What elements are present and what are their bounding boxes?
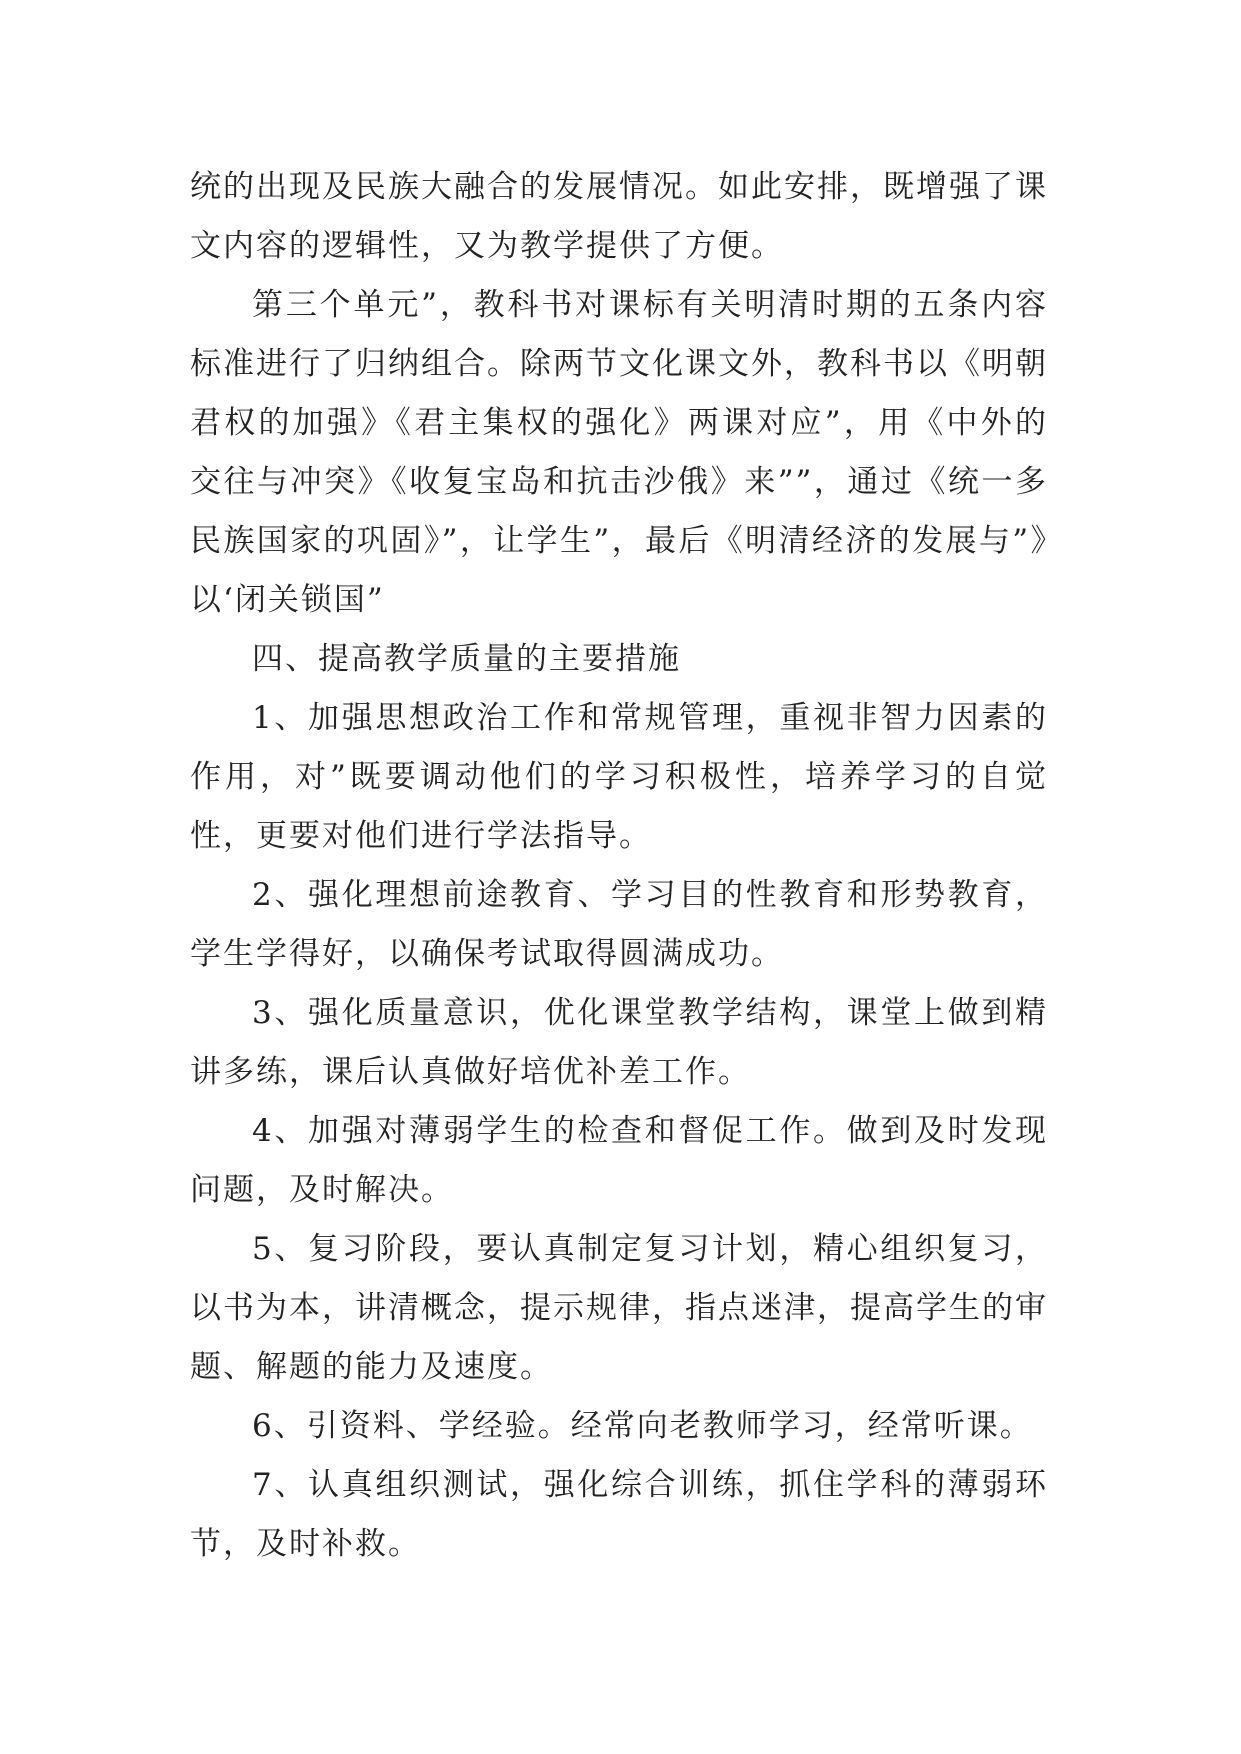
paragraph-intro-continuation: 统的出现及民族大融合的发展情况。如此安排，既增强了课文内容的逻辑性，又为教学提供了方便。 xyxy=(190,169,1048,264)
measure-item-2: 2、强化理想前途教育、学习目的性教育和形势教育，学生学得好，以确保考试取得圆满成功。 xyxy=(190,877,1048,972)
measure-item-1: 1、加强思想政治工作和常规管理，重视非智力因素的作用，对”既要调动他们的学习积极性，培养学习的自觉性，更要对他们进行学法指导。 xyxy=(190,700,1048,854)
measure-item-5: 5、复习阶段，要认真制定复习计划，精心组织复习，以书为本，讲清概念，提示规律，指点迷津，提高学生的审题、解题的能力及速度。 xyxy=(190,1231,1048,1385)
measure-item-4: 4、加强对薄弱学生的检查和督促工作。做到及时发现问题，及时解决。 xyxy=(190,1113,1048,1208)
measure-item-7: 7、认真组织测试，强化综合训练，抓住学科的薄弱环节，及时补救。 xyxy=(190,1467,1048,1562)
measure-item-6: 6、引资料、学经验。经常向老教师学习，经常听课。 xyxy=(252,1408,1033,1444)
section-heading-measures: 四、提高教学质量的主要措施 xyxy=(252,641,681,677)
document-body xyxy=(190,158,1048,1574)
paragraph-unit-three: 第三个单元”，教科书对课标有关明清时期的五条内容标准进行了归纳组合。除两节文化课文外，教科书以《明朝君权的加强》《君主集权的强化》两课对应”，用《中外的交往与冲突》《收复宝岛和抗击沙俄》来””，通过《统一多民族国家的巩固》”，让学生”，最后《明清经济的发展与”》以‘闭关锁国” xyxy=(190,287,1048,618)
measure-item-3: 3、强化质量意识，优化课堂教学结构，课堂上做到精讲多练，课后认真做好培优补差工作。 xyxy=(190,995,1048,1090)
